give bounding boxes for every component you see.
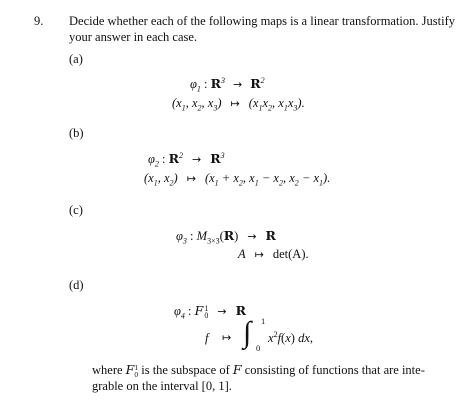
domain-field: R — [210, 76, 222, 91]
map-symbol: φ — [174, 304, 181, 318]
rule-input: ($x_1$, $x_2$) — [144, 171, 178, 188]
arrow-to-icon: → — [247, 230, 257, 243]
problem-number: 9. — [34, 14, 44, 28]
mapsto-icon: ↦ — [222, 331, 232, 344]
part-a-label: (a) — [69, 52, 83, 66]
codomain-field: R — [265, 228, 276, 243]
integral-lower-limit: 0 — [256, 343, 261, 353]
part-b-label: (b) — [69, 126, 84, 140]
domain-exponent: 3 — [221, 75, 226, 85]
domain-subscript: 3×3 — [207, 236, 220, 246]
codomain-exponent: 3 — [220, 150, 225, 160]
domain-function-space: F — [194, 303, 204, 318]
map-index: 1 — [196, 84, 201, 94]
part-d-label: (d) — [69, 278, 84, 292]
part-d-map-signature: $\varphi_4$ : F 1 0 → R — [174, 303, 246, 321]
part-c-map-rule — [238, 246, 309, 263]
domain-field: R — [168, 151, 180, 166]
integrand: $x^2f(x)$ dx, — [268, 329, 314, 345]
rule-output: ($x_1 + x_2$, $x_1 - x_2$, $x_2 - x_1$). — [204, 171, 331, 188]
map-symbol: φ — [176, 229, 183, 243]
domain-superscript: 1 — [204, 304, 209, 314]
rule-input: A — [238, 247, 246, 261]
domain-subscript: 0 — [204, 311, 209, 321]
part-a-map-signature: $\varphi_1$ : $R^3 \to R^2$ — [190, 75, 265, 94]
map-symbol: φ — [190, 77, 197, 91]
part-b-map-rule — [144, 170, 330, 187]
arrow-to-icon: → — [233, 78, 243, 91]
integral-upper-limit: 1 — [261, 316, 266, 326]
map-index: 2 — [154, 159, 159, 169]
arrow-to-icon: → — [217, 305, 227, 318]
part-c-map-signature: $\varphi_3$ : $M_{3\times 3}(R) \to R$ — [176, 228, 276, 246]
part-d-rule-input: f — [205, 331, 209, 345]
mapsto-icon: ↦ — [230, 97, 240, 110]
integral-sign-icon: ∫ — [243, 316, 252, 349]
codomain-field: R — [210, 151, 221, 166]
problem-statement-line2: your answer in each case. — [69, 30, 198, 44]
part-b-map-signature: $\varphi_2$ : $R^2 \to R^3$ — [148, 150, 225, 169]
arrow-to-icon: → — [192, 153, 202, 166]
footnote-line1: where F 1 0 is the subspace of F consisting of functions that are inte- — [92, 362, 425, 380]
footnote-line2: grable on the interval [0, 1]. — [92, 379, 232, 393]
rule-output: ($x_1x_2$, $x_1x_3$). — [248, 96, 305, 113]
mapsto-icon: ↦ — [254, 248, 264, 261]
domain-exponent: 2 — [179, 150, 184, 160]
map-index: 3 — [182, 236, 187, 246]
codomain-exponent: 2 — [260, 75, 265, 85]
codomain-field: R — [250, 76, 261, 91]
rule-output: det(A). — [272, 247, 309, 261]
part-a-map-rule — [172, 95, 305, 112]
map-index: 4 — [180, 311, 185, 321]
codomain-field: R — [235, 303, 246, 318]
part-c-label: (c) — [69, 203, 83, 217]
map-symbol: φ — [148, 152, 155, 166]
domain-matrix-space: M — [196, 229, 208, 243]
mapsto-icon: ↦ — [186, 172, 196, 185]
problem-statement-line1: Decide whether each of the following maps is a linear transformation. Justify — [69, 14, 455, 28]
rule-input: ($x_1$, $x_2$, $x_3$) — [172, 96, 222, 113]
